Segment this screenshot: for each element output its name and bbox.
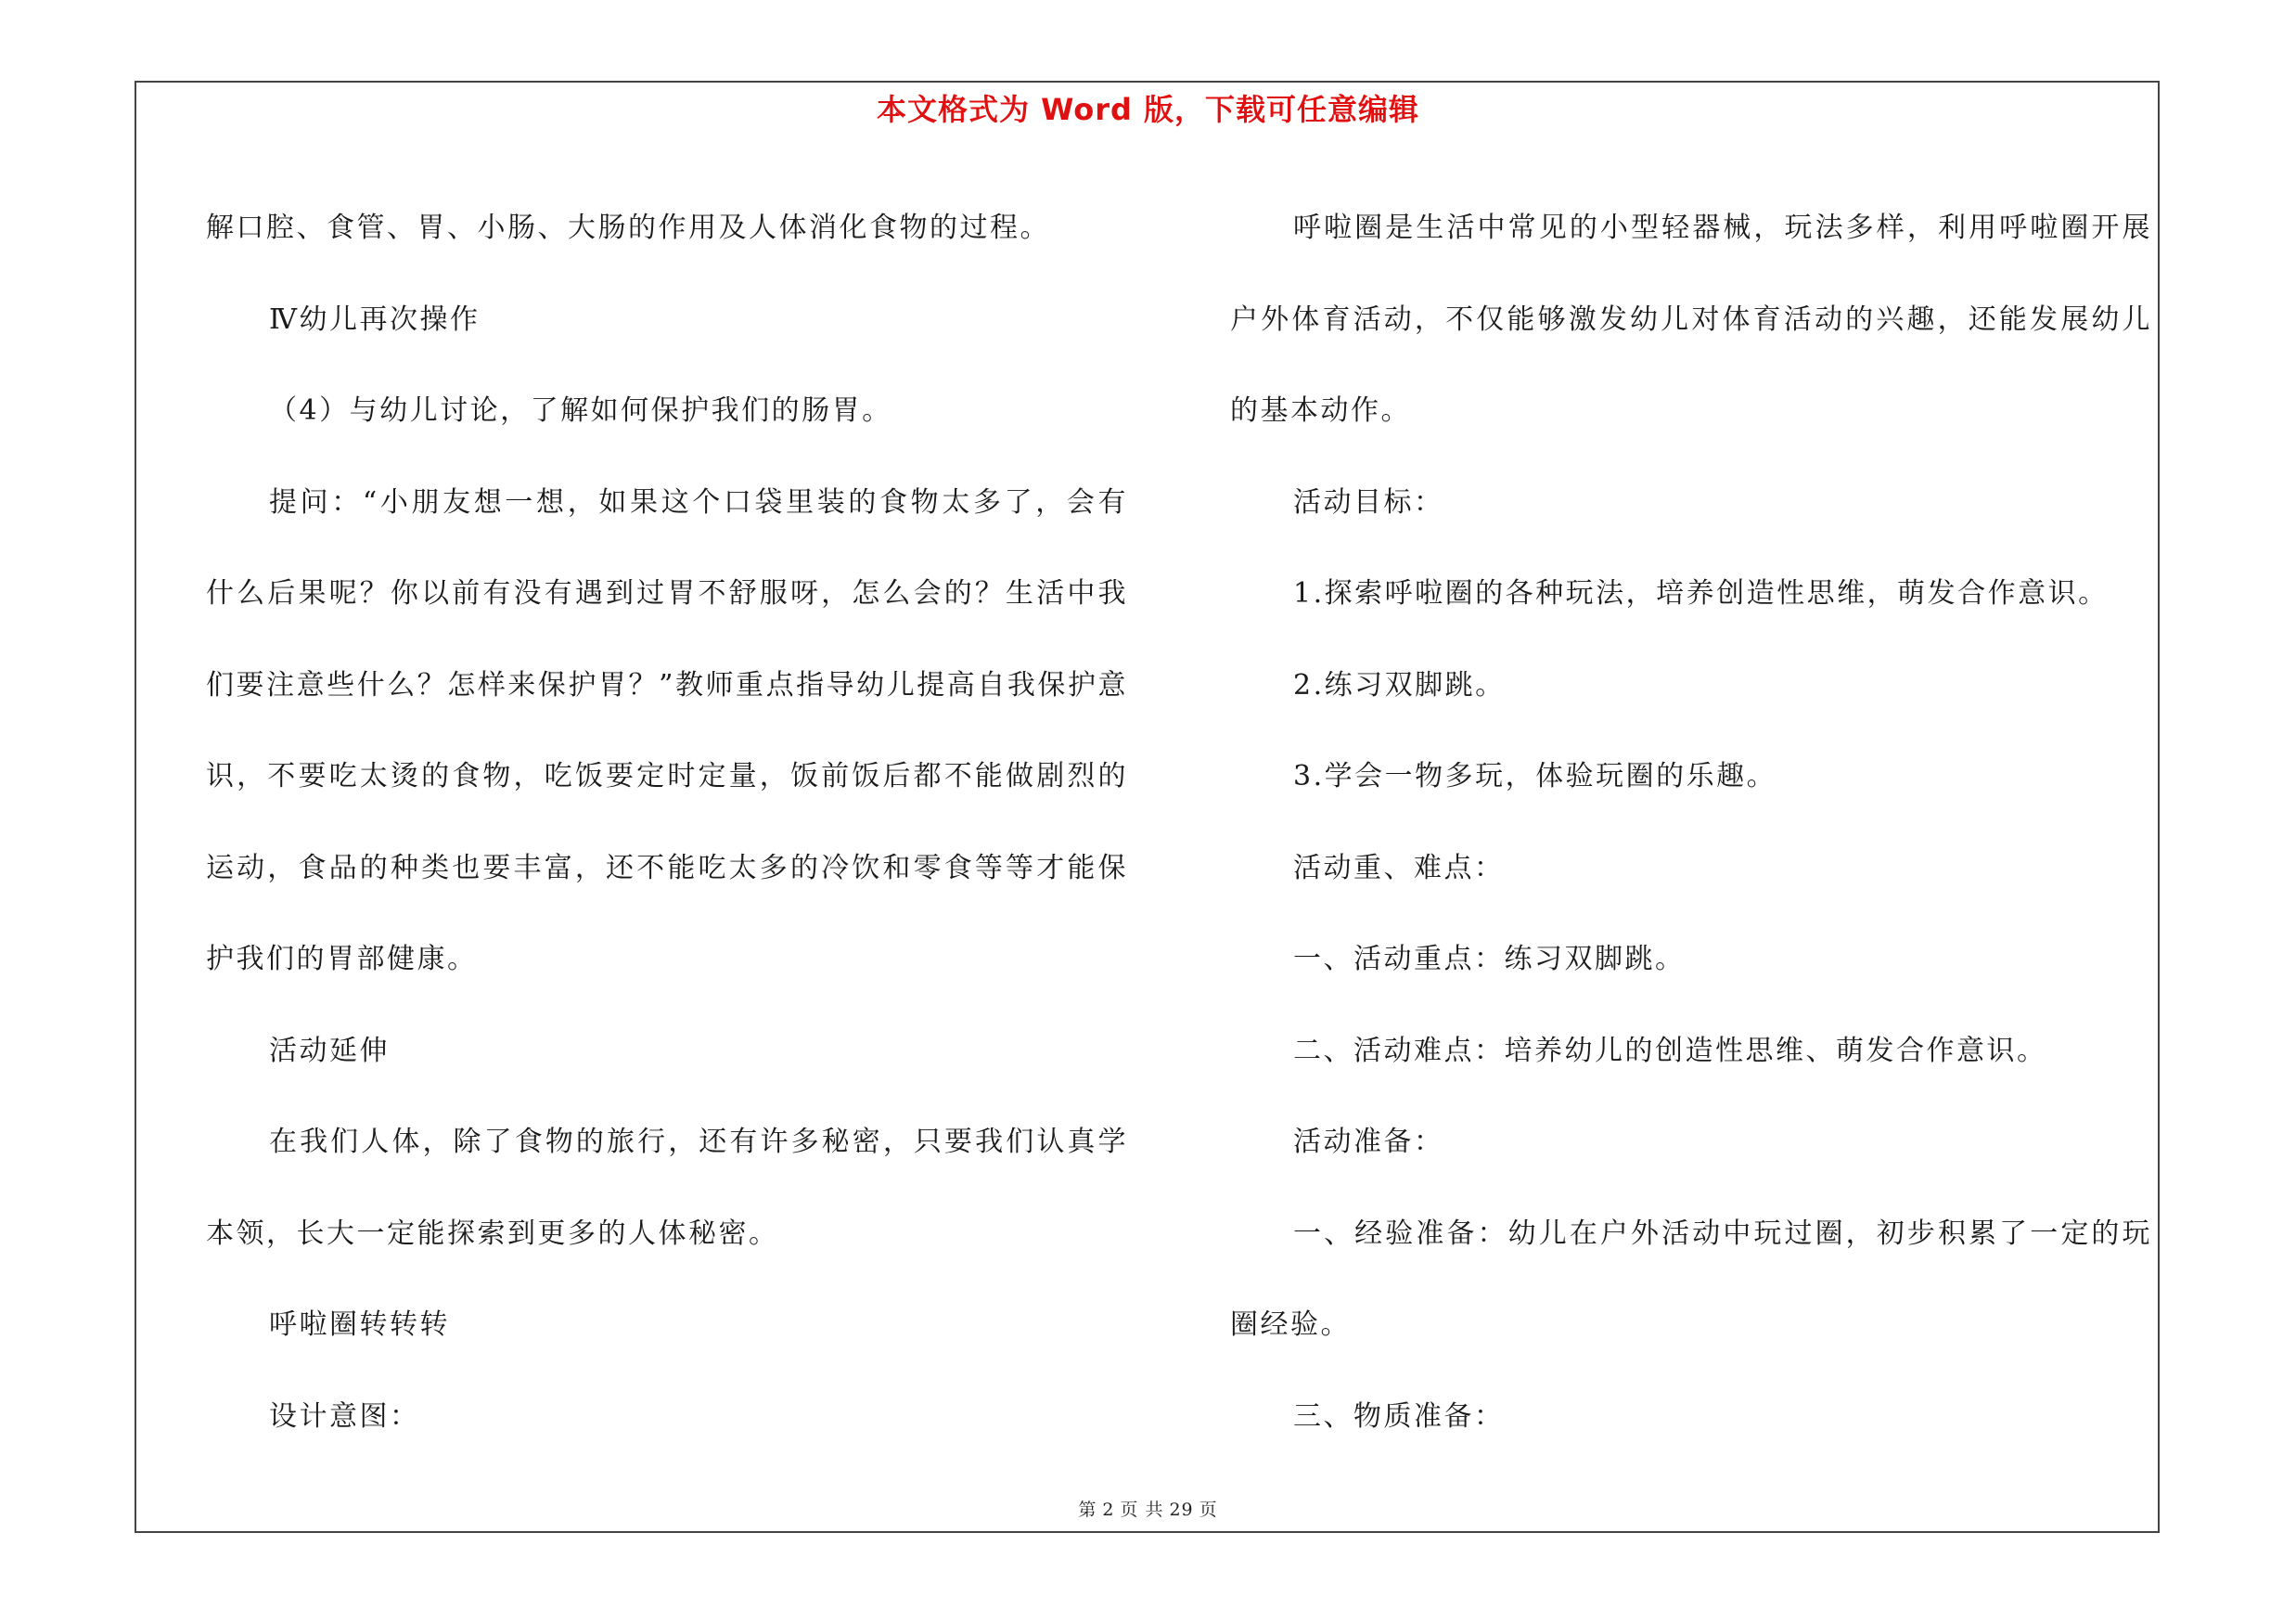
- left-paragraph: 解口腔、食管、胃、小肠、大肠的作用及人体消化食物的过程。: [206, 212, 1050, 244]
- current-page-number: 2: [1102, 1500, 1115, 1520]
- left-paragraph: 呼啦圈转转转: [269, 1308, 450, 1341]
- footer-middle: 页 共: [1120, 1500, 1164, 1520]
- footer-suffix: 页: [1199, 1500, 1218, 1520]
- right-paragraph: 2.练习双脚跳。: [1293, 668, 1506, 702]
- right-paragraph: 活动准备：: [1293, 1126, 1444, 1158]
- left-paragraph: （4）与幼儿讨论，了解如何保护我们的肠胃。: [269, 394, 892, 427]
- page-number-footer: [0, 1496, 2296, 1521]
- left-paragraph: 设计意图：: [269, 1399, 420, 1433]
- left-paragraph: 提问：“小朋友想一想，如果这个口袋里装的食物太多了，会有什么后果呢？你以前有没有遇到过胃不舒服呀，怎么会的？生活中我们要注意些什么？怎样来保护胃？”教师重点指导幼儿提高自我保护意识，不要吃太烫的食物，吃饭要定时定量，饭前饭后都不能做剧烈的运动，食品的种类也要丰富，还不能吃太多的冷饮和零食等等才能保护我们的胃部健康。: [206, 485, 1128, 975]
- left-paragraph: 活动延伸: [269, 1034, 390, 1067]
- right-column: [1230, 183, 2152, 1462]
- right-paragraph: 1.探索呼啦圈的各种玩法，培养创造性思维，萌发合作意识。: [1293, 577, 2109, 610]
- total-pages-number: 29: [1169, 1500, 1194, 1520]
- left-column: [206, 183, 1128, 1462]
- right-paragraph: 二、活动难点：培养幼儿的创造性思维、萌发合作意识。: [1293, 1034, 2047, 1067]
- right-paragraph: 呼啦圈是生活中常见的小型轻器械，玩法多样，利用呼啦圈开展户外体育活动，不仅能够激发幼儿对体育活动的兴趣，还能发展幼儿的基本动作。: [1230, 212, 2152, 427]
- right-paragraph: 一、活动重点：练习双脚跳。: [1293, 943, 1686, 975]
- left-paragraph: Ⅳ幼儿再次操作: [269, 303, 481, 336]
- left-paragraph: 在我们人体，除了食物的旅行，还有许多秘密，只要我们认真学本领，长大一定能探索到更多的人体秘密。: [206, 1126, 1128, 1250]
- right-paragraph: 三、物质准备：: [1293, 1399, 1505, 1433]
- right-paragraph: 活动目标：: [1293, 485, 1444, 519]
- header-banner: 本文格式为 Word 版，下载可任意编辑: [876, 92, 1420, 127]
- footer-prefix: 第: [1078, 1500, 1097, 1520]
- right-paragraph: 一、经验准备：幼儿在户外活动中玩过圈，初步积累了一定的玩圈经验。: [1230, 1217, 2152, 1341]
- right-paragraph: 3.学会一物多玩，体验玩圈的乐趣。: [1293, 760, 1777, 792]
- right-paragraph: 活动重、难点：: [1293, 851, 1505, 884]
